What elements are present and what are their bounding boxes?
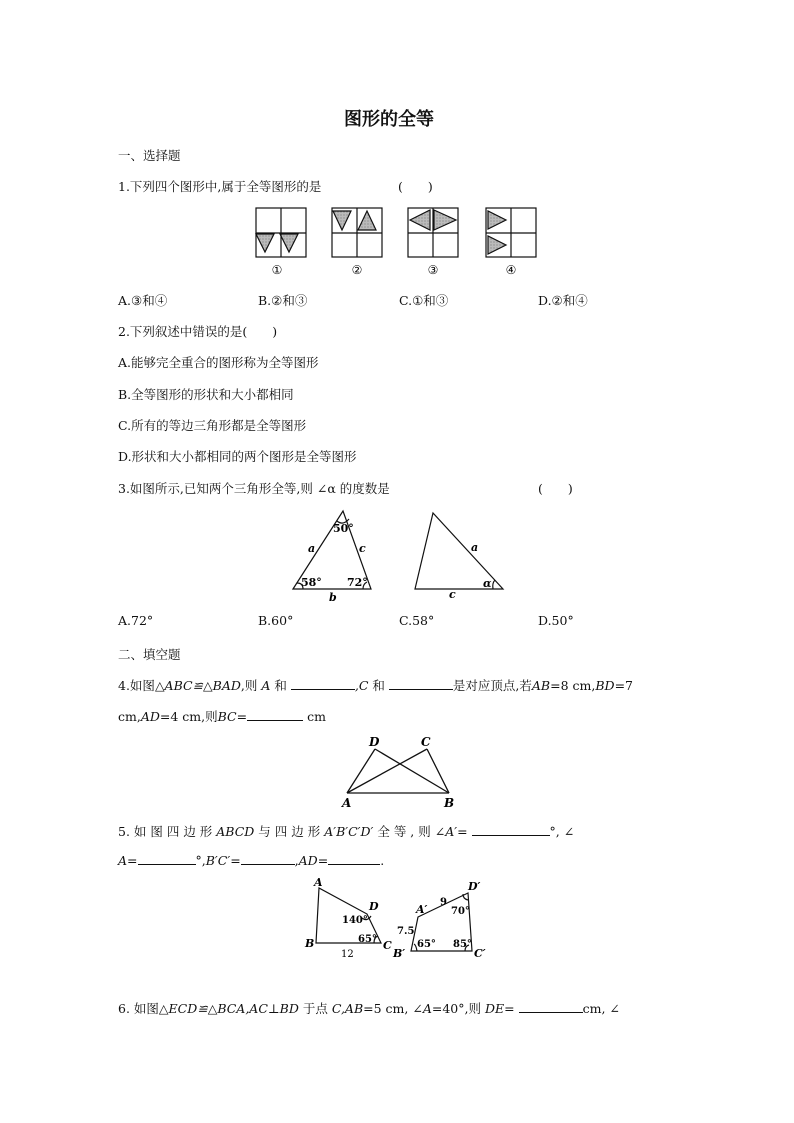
q5-text: °, xyxy=(195,853,206,868)
q5-quad: A′B′C′D′ xyxy=(324,824,374,839)
q5-text: = xyxy=(317,853,329,868)
q6-text: =5 cm, ∠ xyxy=(363,1001,423,1016)
q4-label-b: B xyxy=(444,796,455,810)
q2-option-b: B.全等图形的形状和大小都相同 xyxy=(118,387,294,402)
tri1-top-angle: 50° xyxy=(333,522,354,535)
q5-label-b: B xyxy=(305,937,315,950)
q1-option-b: B.②和③ xyxy=(258,293,308,308)
q5-side-9: 9 xyxy=(440,897,447,908)
q4-segment: BD xyxy=(595,678,615,693)
q6-congruence: △ECD≌△BCA,AC⊥BD xyxy=(158,1001,299,1016)
tri1-side-b: b xyxy=(329,591,337,604)
q6-text: 6. 如图 xyxy=(118,1001,159,1016)
q4-segment: AD xyxy=(140,709,160,724)
q5-text: = xyxy=(230,853,241,868)
q4-unit: cm xyxy=(307,709,326,724)
q2-option-d: D.形状和大小都相同的两个图形是全等图形 xyxy=(118,449,357,464)
q5-blank-2[interactable] xyxy=(138,853,196,865)
q6-angle: A xyxy=(422,1001,432,1016)
q5-angle-65b: 65° xyxy=(417,939,436,950)
q4-label-a: A xyxy=(342,796,352,810)
figure-label-4: ④ xyxy=(505,263,517,277)
q4-text: 和 xyxy=(372,678,385,693)
q5-angle: A xyxy=(118,853,128,868)
q1-option-d: D.②和④ xyxy=(538,293,588,308)
figure-1 xyxy=(256,208,306,257)
q3-option-d: D.50° xyxy=(538,613,574,628)
q5-text: °, ∠ xyxy=(549,824,575,839)
q6-text: cm, ∠ xyxy=(582,1001,620,1016)
q3-option-b: B.60° xyxy=(258,613,294,628)
q6-text: = xyxy=(504,1001,515,1016)
tri1-side-a: a xyxy=(308,542,316,555)
q5-blank-4[interactable] xyxy=(328,853,380,865)
q4-label-d: D xyxy=(369,735,380,749)
q6-blank-1[interactable] xyxy=(519,1001,583,1013)
q4-segment: AB xyxy=(531,678,551,693)
q6-segment: C,AB xyxy=(331,1001,364,1016)
q5-label-c: C xyxy=(383,939,392,952)
question-2-stem: 2.下列叙述中错误的是( ) xyxy=(118,324,278,339)
q4-blank-3[interactable] xyxy=(247,709,303,721)
q4-text: = xyxy=(236,709,248,724)
q5-label-d2: D′ xyxy=(468,880,481,893)
question-3-figure xyxy=(285,505,510,605)
question-4-line-1 xyxy=(118,676,633,694)
question-5-line-1 xyxy=(118,822,574,840)
q5-text: 5. 如 图 四 边 形 xyxy=(118,824,213,839)
q5-text: = xyxy=(457,824,468,839)
q4-text: ,则 xyxy=(240,678,258,693)
tri2-side-a: a xyxy=(471,541,479,554)
figure-3 xyxy=(408,208,458,257)
q5-text: , xyxy=(294,853,299,868)
question-4-line-2 xyxy=(118,707,326,725)
q5-label-a2: A′ xyxy=(416,903,428,916)
q5-label-a: A xyxy=(314,876,323,889)
q3-option-c: C.58° xyxy=(399,613,435,628)
figure-label-3: ③ xyxy=(427,263,439,277)
figure-label-2: ② xyxy=(351,263,363,277)
figure-2 xyxy=(332,208,382,257)
section-heading-choice: 一、选择题 xyxy=(118,148,181,163)
q5-angle-85: 85° xyxy=(453,939,472,950)
q1-option-a: A.③和④ xyxy=(118,293,168,308)
q2-option-c: C.所有的等边三角形都是全等图形 xyxy=(118,418,307,433)
figure-4 xyxy=(486,208,536,257)
question-3-answer-paren: ( ) xyxy=(538,481,573,496)
tri2-side-c: c xyxy=(449,588,456,601)
q5-blank-3[interactable] xyxy=(241,853,295,865)
q6-segment: DE xyxy=(484,1001,505,1016)
q5-side-12: 12 xyxy=(341,949,354,960)
page-title: 图形的全等 xyxy=(344,109,434,130)
q4-text: cm, xyxy=(118,709,141,724)
q5-label-d: D xyxy=(369,900,379,913)
q5-segment: AD xyxy=(298,853,318,868)
q4-vertex: ,C xyxy=(354,678,369,693)
q4-blank-2[interactable] xyxy=(389,678,453,690)
q1-option-c: C.①和③ xyxy=(399,293,449,308)
tri1-right-angle: 72° xyxy=(347,576,368,589)
q5-text: = xyxy=(127,853,138,868)
question-4-figure xyxy=(335,733,465,811)
q3-option-a: A.72° xyxy=(118,613,154,628)
q5-text: . xyxy=(380,853,385,868)
q5-blank-1[interactable] xyxy=(472,824,550,836)
question-1-answer-paren: ( ) xyxy=(398,179,433,194)
q4-text: =4 cm,则 xyxy=(159,709,218,724)
section-heading-fill: 二、填空题 xyxy=(118,647,181,662)
q5-angle-65: 65° xyxy=(358,934,377,945)
tri1-side-c: c xyxy=(359,542,366,555)
q5-angle: A′ xyxy=(445,824,458,839)
q4-text: =8 cm, xyxy=(550,678,596,693)
question-1-figures xyxy=(250,205,550,280)
q5-text: 与 四 边 形 xyxy=(258,824,321,839)
q4-text: 4.如图 xyxy=(118,678,155,693)
q5-angle-140: 140° xyxy=(342,915,368,926)
q2-option-a: A.能够完全重合的图形称为全等图形 xyxy=(118,355,319,370)
question-1-stem: 1.下列四个图形中,属于全等图形的是 xyxy=(118,179,322,194)
q5-label-c2: C′ xyxy=(474,947,486,960)
question-3-stem: 3.如图所示,已知两个三角形全等,则 ∠α 的度数是 xyxy=(118,481,390,496)
q4-vertex: A xyxy=(261,678,271,693)
q5-segment: B′C′ xyxy=(205,853,231,868)
figure-label-1: ① xyxy=(271,263,283,277)
q4-blank-1[interactable] xyxy=(291,678,355,690)
q4-text: 和 xyxy=(274,678,287,693)
question-6-line-1 xyxy=(118,999,620,1017)
q6-text: 于点 xyxy=(302,1001,328,1016)
q5-quad: ABCD xyxy=(216,824,255,839)
q4-text: =7 xyxy=(614,678,633,693)
question-5-figure xyxy=(300,875,500,965)
q6-text: =40°,则 xyxy=(431,1001,481,1016)
q5-side-75: 7.5 xyxy=(397,926,415,937)
tri1-left-angle: 58° xyxy=(301,576,322,589)
question-5-line-2 xyxy=(118,853,384,868)
q4-label-c: C xyxy=(421,735,431,749)
q5-angle-70: 70° xyxy=(451,906,470,917)
tri2-alpha: α xyxy=(483,577,492,590)
q5-text: 全 等 , 则 ∠ xyxy=(377,824,446,839)
q4-text: 是对应顶点,若 xyxy=(452,678,532,693)
q5-label-b2: B′ xyxy=(393,947,406,960)
q4-segment: BC xyxy=(217,709,237,724)
q4-congruence: △ABC≌△BAD xyxy=(154,678,241,693)
